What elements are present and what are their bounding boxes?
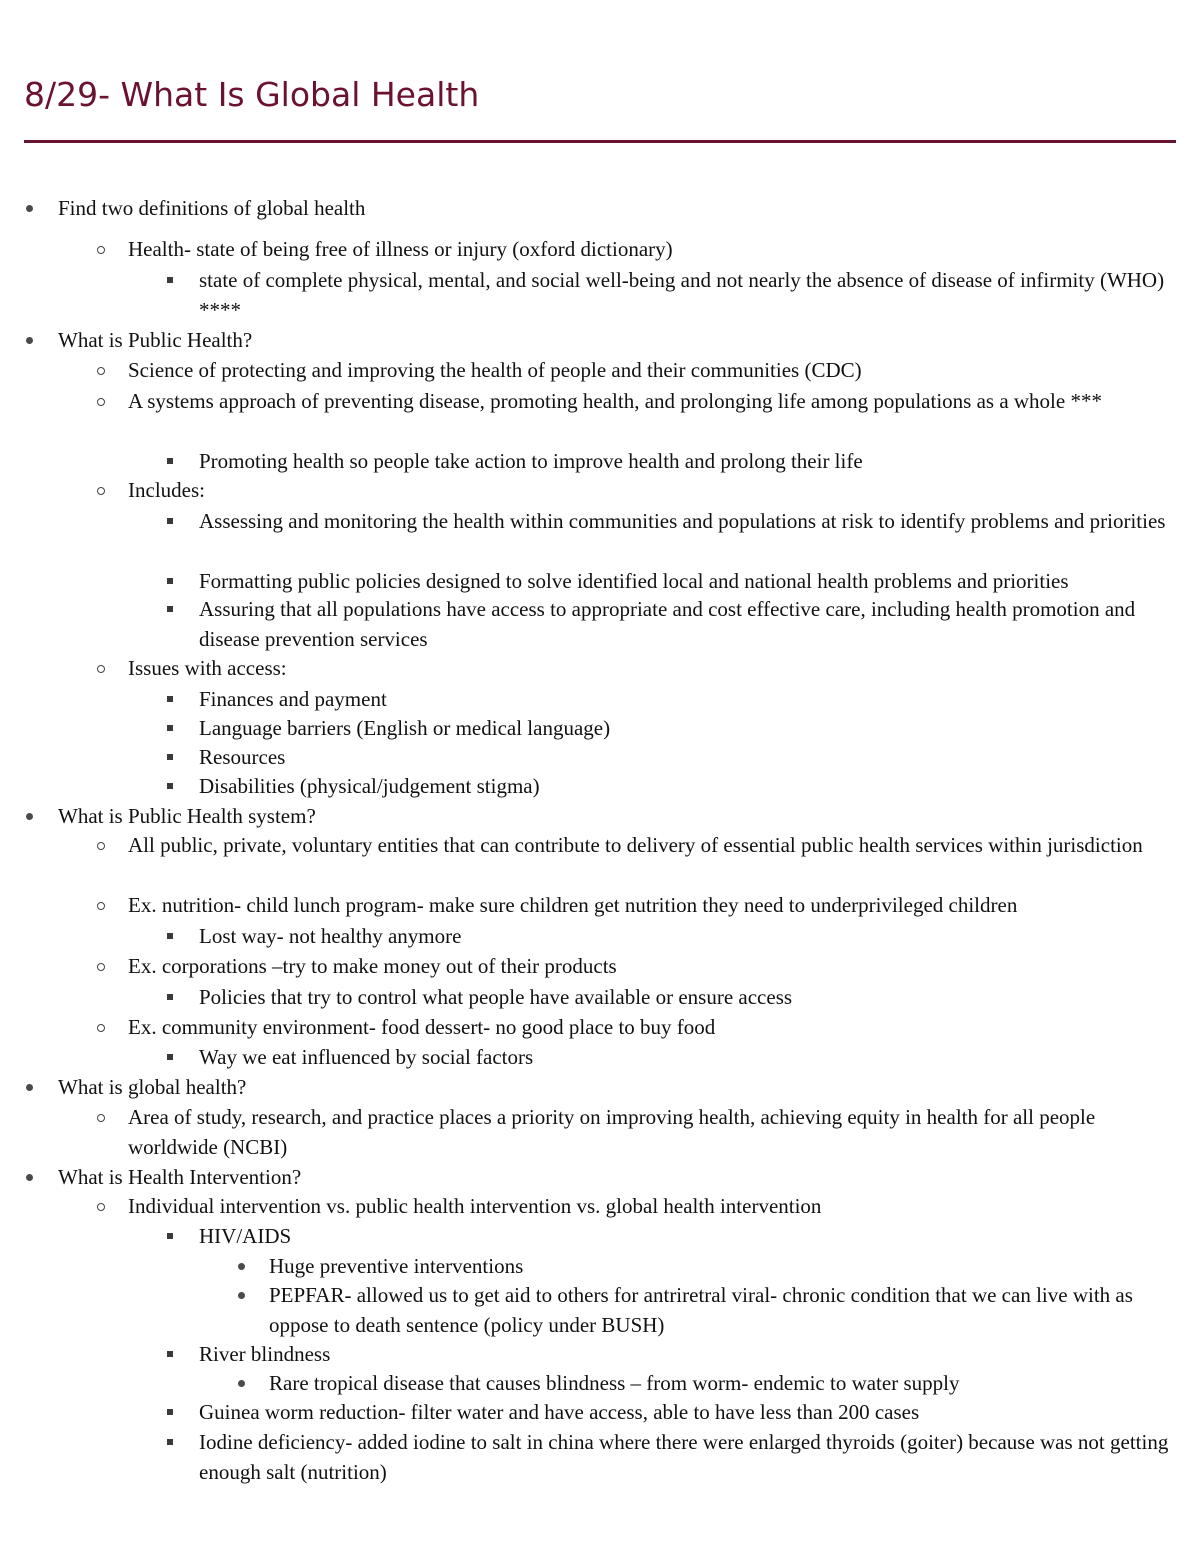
outline-item-text: Way we eat influenced by social factors bbox=[199, 1045, 534, 1069]
outline-item-text: HIV/AIDS bbox=[199, 1224, 292, 1248]
bullet-circle-icon bbox=[97, 367, 105, 375]
outline-item-level-3 bbox=[199, 742, 1190, 772]
outline-item-text: Iodine deficiency- added iodine to salt in china where there were enlarged thyroids (goiter) because was not getting enough salt (nutrition) bbox=[199, 1430, 1169, 1484]
outline-item-level-2 bbox=[128, 1012, 1190, 1042]
outline-item-level-3 bbox=[199, 684, 1190, 714]
outline-item-text: Guinea worm reduction- filter water and have access, able to have less than 200 cases bbox=[199, 1400, 920, 1424]
outline-item-level-3 bbox=[199, 771, 1190, 801]
bullet-square-icon bbox=[167, 1054, 173, 1060]
outline-item-text: Lost way- not healthy anymore bbox=[199, 924, 462, 948]
bullet-square-icon bbox=[167, 458, 173, 464]
bullet-circle-icon bbox=[97, 1114, 105, 1122]
outline-item-text: Assuring that all populations have access to appropriate and cost effective care, including health promotion and disease prevention services bbox=[199, 597, 1136, 651]
outline-item-text: Ex. corporations –try to make money out of their products bbox=[128, 954, 617, 978]
outline-item-level-3 bbox=[199, 446, 1190, 476]
bullet-dot-icon bbox=[26, 1084, 33, 1091]
bullet-square-icon bbox=[167, 696, 173, 702]
outline-item-level-3 bbox=[199, 1042, 1190, 1072]
bullet-dot-icon bbox=[238, 1380, 245, 1387]
outline-item-text: Find two definitions of global health bbox=[58, 196, 366, 220]
bullet-square-icon bbox=[167, 783, 173, 789]
outline-item-text: Science of protecting and improving the health of people and their communities (CDC) bbox=[128, 358, 862, 382]
bullet-circle-icon bbox=[97, 665, 105, 673]
outline-item-text: Includes: bbox=[128, 478, 205, 502]
bullet-square-icon bbox=[167, 277, 173, 283]
outline-item-text: Assessing and monitoring the health within communities and populations at risk to identify problems and priorities bbox=[199, 509, 1166, 533]
outline-item-level-3 bbox=[199, 1427, 1190, 1487]
bullet-square-icon bbox=[167, 1409, 173, 1415]
outline-item-level-3 bbox=[199, 265, 1190, 325]
bullet-square-icon bbox=[167, 518, 173, 524]
outline-item-text: Huge preventive interventions bbox=[269, 1254, 524, 1278]
bullet-circle-icon bbox=[97, 842, 105, 850]
outline-item-level-3 bbox=[199, 1339, 1190, 1369]
outline-item-level-1 bbox=[58, 1072, 1190, 1102]
outline-item-text: What is Public Health? bbox=[58, 328, 253, 352]
outline-item-level-3 bbox=[199, 566, 1190, 596]
bullet-dot-icon bbox=[26, 337, 33, 344]
outline-item-text: Disabilities (physical/judgement stigma) bbox=[199, 774, 540, 798]
bullet-square-icon bbox=[167, 1439, 173, 1445]
outline-item-level-3 bbox=[199, 713, 1190, 743]
outline-item-text: All public, private, voluntary entities that can contribute to delivery of essential public health services within jurisdiction bbox=[128, 833, 1143, 857]
outline-item-text: Issues with access: bbox=[128, 656, 287, 680]
outline-item-level-2 bbox=[128, 951, 1190, 981]
outline-item-level-4 bbox=[269, 1280, 1190, 1340]
bullet-square-icon bbox=[167, 1351, 173, 1357]
bullet-dot-icon bbox=[238, 1263, 245, 1270]
bullet-square-icon bbox=[167, 1233, 173, 1239]
outline-item-text: Formatting public policies designed to solve identified local and national health problems and priorities bbox=[199, 569, 1069, 593]
outline-item-text: PEPFAR- allowed us to get aid to others for antriretral viral- chronic condition that we can live with as oppose to death sentence (policy under BUSH) bbox=[269, 1283, 1133, 1337]
outline-item-text: Ex. nutrition- child lunch program- make sure children get nutrition they need to underprivileged children bbox=[128, 893, 1018, 917]
bullet-dot-icon bbox=[26, 1174, 33, 1181]
outline-item-level-3 bbox=[199, 1397, 1190, 1427]
outline-item-text: Rare tropical disease that causes blindness – from worm- endemic to water supply bbox=[269, 1371, 960, 1395]
outline-item-text: What is Health Intervention? bbox=[58, 1165, 302, 1189]
outline-item-level-4 bbox=[269, 1368, 1190, 1398]
outline-item-level-3 bbox=[199, 1221, 1190, 1251]
bullet-circle-icon bbox=[97, 487, 105, 495]
outline-item-text: Health- state of being free of illness or injury (oxford dictionary) bbox=[128, 237, 673, 261]
outline-item-text: A systems approach of preventing disease, promoting health, and prolonging life among populations as a whole *** bbox=[128, 389, 1102, 413]
bullet-dot-icon bbox=[26, 205, 33, 212]
outline-item-level-2 bbox=[128, 1191, 1190, 1221]
outline-item-text: Policies that try to control what people have available or ensure access bbox=[199, 985, 793, 1009]
outline-item-level-1 bbox=[58, 325, 1190, 355]
outline-item-level-2 bbox=[128, 890, 1190, 920]
bullet-circle-icon bbox=[97, 902, 105, 910]
outline-item-text: What is global health? bbox=[58, 1075, 247, 1099]
outline-item-text: Resources bbox=[199, 745, 286, 769]
outline-item-level-4 bbox=[269, 1251, 1190, 1281]
outline-item-level-2 bbox=[128, 234, 1190, 264]
outline-item-text: What is Public Health system? bbox=[58, 804, 316, 828]
bullet-square-icon bbox=[167, 754, 173, 760]
outline-item-level-1 bbox=[58, 1162, 1190, 1192]
outline-item-text: Finances and payment bbox=[199, 687, 387, 711]
outline-item-text: Area of study, research, and practice places a priority on improving health, achieving equity in health for all people worldwide (NCBI) bbox=[128, 1105, 1096, 1159]
outline-item-text: Language barriers (English or medical language) bbox=[199, 716, 611, 740]
bullet-circle-icon bbox=[97, 398, 105, 406]
outline-item-text: Promoting health so people take action to improve health and prolong their life bbox=[199, 449, 863, 473]
outline-item-text: state of complete physical, mental, and social well-being and not nearly the absence of disease of infirmity (WHO) **** bbox=[199, 268, 1165, 322]
outline-item-level-2 bbox=[128, 830, 1190, 890]
outline-item-level-2 bbox=[128, 475, 1190, 505]
outline-item-text: Individual intervention vs. public health intervention vs. global health intervention bbox=[128, 1194, 822, 1218]
outline-item-text: River blindness bbox=[199, 1342, 331, 1366]
outline-item-level-3 bbox=[199, 506, 1190, 566]
bullet-circle-icon bbox=[97, 1024, 105, 1032]
bullet-square-icon bbox=[167, 725, 173, 731]
bullet-dot-icon bbox=[238, 1292, 245, 1299]
outline-item-level-1 bbox=[58, 193, 1190, 223]
outline-item-level-1 bbox=[58, 801, 1190, 831]
bullet-circle-icon bbox=[97, 1203, 105, 1211]
outline-item-level-3 bbox=[199, 594, 1190, 654]
outline-item-level-2 bbox=[128, 653, 1190, 683]
outline-item-text: Ex. community environment- food dessert- no good place to buy food bbox=[128, 1015, 716, 1039]
bullet-square-icon bbox=[167, 606, 173, 612]
outline-item-level-3 bbox=[199, 921, 1190, 951]
bullet-dot-icon bbox=[26, 813, 33, 820]
outline-item-level-2 bbox=[128, 355, 1190, 385]
bullet-circle-icon bbox=[97, 246, 105, 254]
bullet-square-icon bbox=[167, 933, 173, 939]
bullet-circle-icon bbox=[97, 963, 105, 971]
page-title: 8/29- What Is Global Health bbox=[24, 75, 480, 114]
outline-item-level-2 bbox=[128, 386, 1190, 446]
bullet-square-icon bbox=[167, 994, 173, 1000]
outline-item-level-3 bbox=[199, 982, 1190, 1012]
bullet-square-icon bbox=[167, 578, 173, 584]
outline-item-level-2 bbox=[128, 1102, 1190, 1162]
